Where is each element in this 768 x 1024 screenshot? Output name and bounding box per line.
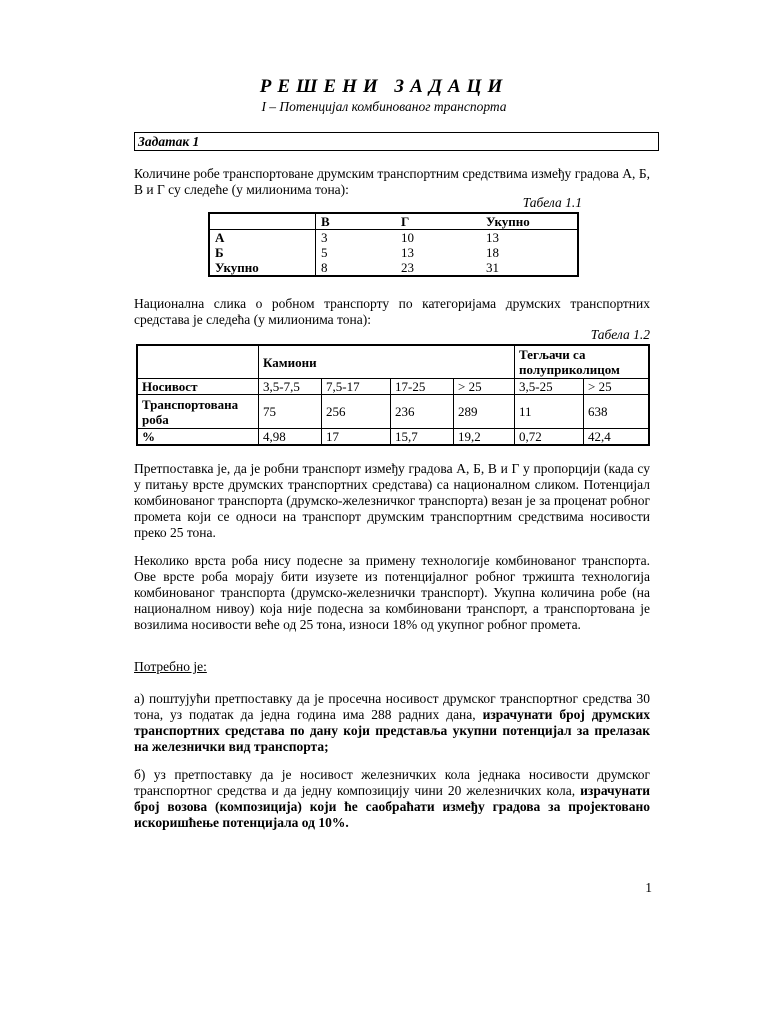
table-cell: > 25 [584,379,650,395]
table-cell: 4,98 [259,429,322,446]
table-cell: 3 [321,230,328,245]
table2-caption: Табела 1.2 [590,327,650,342]
table1-caption: Табела 1.1 [522,195,582,210]
question-b [134,767,650,831]
table-cell: 7,5-17 [322,379,391,395]
table-cell: Транспортована роба [137,395,259,429]
question-a-bold: израчунати број друмских транспортних средстава по дану који представља укупни потенцијал за прелазак на железнички вид транспорта; [134,707,650,754]
table-cell: % [137,429,259,446]
table-cell: 256 [322,395,391,429]
table-header-cell [209,213,316,230]
table-cell: 5 [321,245,328,260]
table-header-cell: Г [396,213,481,230]
paragraph-unsuitable-goods: Неколико врста роба нису подесне за примену технологије комбинованог транспорта. Ове врсте роба морају бити изузете из потенцијалног робног тржишта технологија комбинованог транспорта (друмско-железнички транспорт). Укупна количина робе (на националном нивоу) која није подесна за комбиновани транспорт, а транспортована је возилима носивости веће од 25 тона, износи 18% од укупног робног промета. [134,553,650,632]
table-cell: Б [209,245,316,260]
table-cell: 11 [515,395,584,429]
table-cell: 18 [486,245,499,260]
question-b-bold: израчунати број возова (композиција) који ће саобраћати између градова за пројектовано искоришћење потенцијала од 10%. [134,783,650,830]
page-number: 1 [645,880,652,895]
table-row [209,245,578,260]
table-row [137,379,649,395]
paragraph-assumption: Претпоставка је, да је робни транспорт између градова А, Б, В и Г у пропорцији (када су у питању врсте друмских транспортних средстава) са националном сликом. Потенцијал комбинованог транспорта (друмско-железничког транспорта) везан је за проценат робног промета који се односи на транспорт друмским транспортним средствима носивости преко 25 тона. [134,461,650,540]
table-group-header: Камиони [259,345,515,379]
table-cell: 0,72 [515,429,584,446]
table-row [209,213,578,230]
table-cell: 289 [454,395,515,429]
table-cell: 236 [391,395,454,429]
table-header-cell: Укупно [481,213,578,230]
page-title: РЕШЕНИ ЗАДАЦИ [259,76,509,97]
table-cell: 10 [401,230,414,245]
task-heading: Задатак 1 [134,132,659,151]
table-cell: 42,4 [584,429,650,446]
table-cell [137,345,259,379]
table-1 [208,212,579,277]
table-cell: 3,5-7,5 [259,379,322,395]
intro-paragraph: Количине робе транспортоване друмским транспортним средствима између градова А, Б, В и Г су следеће (у милионима тона): [134,166,650,197]
page-subtitle: I – Потенцијал комбинованог транспорта [261,99,507,114]
table-header-cell: В [316,213,397,230]
table-cell: Носивост [137,379,259,395]
table-cell: > 25 [454,379,515,395]
table-cell: 638 [584,395,650,429]
table-row [137,395,649,429]
table-cell: 13 [401,245,414,260]
paragraph-national-picture: Национална слика о робном транспорту по категоријама друмских транспортних средстава је следећа (у милионима тона): [134,296,650,327]
table-cell: 17-25 [391,379,454,395]
table-2 [136,344,650,446]
question-a-text: а) поштујући претпоставку да је просечна носивост друмског транспортног средства 30 тона, уз податак да једна година има 288 радних дана, [134,691,650,722]
table-cell: 75 [259,395,322,429]
table-cell: 31 [486,260,499,275]
table-cell: А [209,230,316,246]
table-cell: Укупно [209,260,316,276]
table-cell: 3,5-25 [515,379,584,395]
table-cell: 17 [322,429,391,446]
question-a [134,691,650,755]
table-cell: 13 [486,230,499,245]
table-row [209,260,578,276]
table-cell: 8 [321,260,328,275]
table-cell: 15,7 [391,429,454,446]
table-row [137,429,649,446]
required-heading: Потребно је: [134,659,207,674]
table-row [137,345,649,379]
table-row [209,230,578,246]
table-group-header: Тегљачи са полуприколицом [515,345,650,379]
question-b-text: б) уз претпоставку да је носивост железничких кола једнака носивости друмског транспортног средства и да једну композицију чини 20 железничких кола, [134,767,650,798]
table-cell: 23 [401,260,414,275]
table-cell: 19,2 [454,429,515,446]
